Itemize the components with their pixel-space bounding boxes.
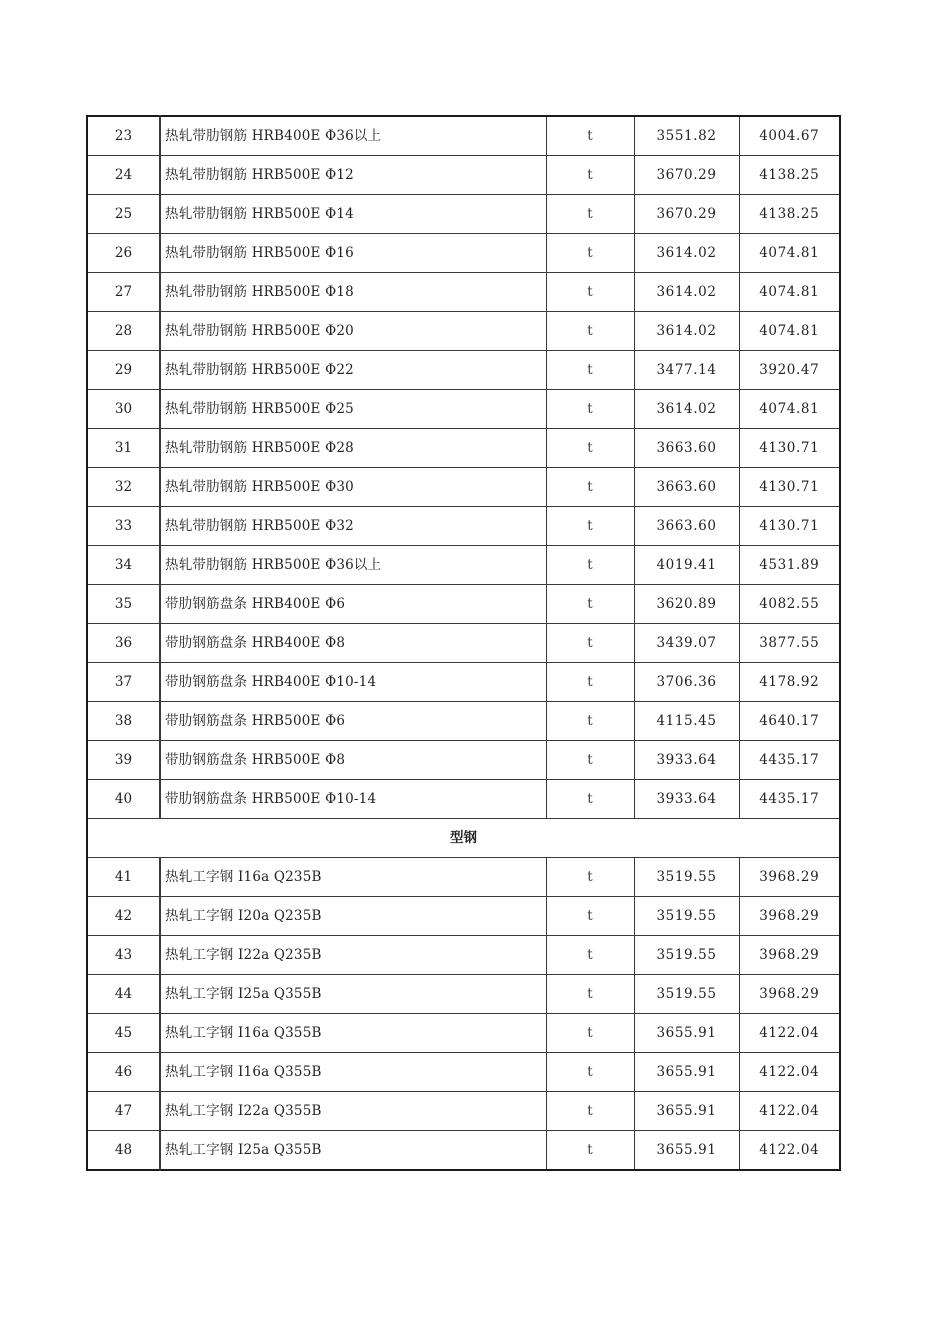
price-incl-tax-cell: 4435.17: [739, 741, 840, 780]
item-name-cell: 热轧带肋钢筋 HRB500E Φ22: [160, 351, 546, 390]
table-row: [87, 156, 840, 195]
row-number-cell: 48: [87, 1131, 160, 1171]
table-row: [87, 351, 840, 390]
price-incl-tax-cell: 3920.47: [739, 351, 840, 390]
item-name-cell: 热轧工字钢 I16a Q355B: [160, 1053, 546, 1092]
unit-cell: t: [546, 116, 634, 156]
price-incl-tax-cell: 4130.71: [739, 507, 840, 546]
row-number-cell: 35: [87, 585, 160, 624]
item-name-cell: 热轧带肋钢筋 HRB500E Φ28: [160, 429, 546, 468]
unit-cell: t: [546, 234, 634, 273]
item-name-cell: 热轧工字钢 I20a Q235B: [160, 897, 546, 936]
unit-cell: t: [546, 1053, 634, 1092]
row-number-cell: 47: [87, 1092, 160, 1131]
item-name-cell: 带肋钢筋盘条 HRB500E Φ8: [160, 741, 546, 780]
table-row: [87, 624, 840, 663]
price-excl-tax-cell: 3477.14: [634, 351, 739, 390]
price-incl-tax-cell: 4074.81: [739, 390, 840, 429]
price-incl-tax-cell: 3877.55: [739, 624, 840, 663]
unit-cell: t: [546, 312, 634, 351]
price-excl-tax-cell: 3620.89: [634, 585, 739, 624]
unit-cell: t: [546, 780, 634, 819]
item-name-cell: 带肋钢筋盘条 HRB500E Φ6: [160, 702, 546, 741]
price-incl-tax-cell: 4435.17: [739, 780, 840, 819]
price-incl-tax-cell: 4074.81: [739, 273, 840, 312]
price-incl-tax-cell: 4082.55: [739, 585, 840, 624]
table-row: [87, 234, 840, 273]
table-row: [87, 273, 840, 312]
price-incl-tax-cell: 4130.71: [739, 429, 840, 468]
item-name-cell: 热轧带肋钢筋 HRB500E Φ12: [160, 156, 546, 195]
price-excl-tax-cell: 3614.02: [634, 312, 739, 351]
unit-cell: t: [546, 195, 634, 234]
price-excl-tax-cell: 3519.55: [634, 858, 739, 897]
table-row: [87, 663, 840, 702]
row-number-cell: 45: [87, 1014, 160, 1053]
price-incl-tax-cell: 4640.17: [739, 702, 840, 741]
price-excl-tax-cell: 3655.91: [634, 1053, 739, 1092]
item-name-cell: 热轧工字钢 I16a Q235B: [160, 858, 546, 897]
row-number-cell: 36: [87, 624, 160, 663]
item-name-cell: 带肋钢筋盘条 HRB500E Φ10-14: [160, 780, 546, 819]
unit-cell: t: [546, 975, 634, 1014]
unit-cell: t: [546, 897, 634, 936]
item-name-cell: 带肋钢筋盘条 HRB400E Φ6: [160, 585, 546, 624]
unit-cell: t: [546, 468, 634, 507]
table-row: [87, 390, 840, 429]
unit-cell: t: [546, 351, 634, 390]
unit-cell: t: [546, 507, 634, 546]
row-number-cell: 32: [87, 468, 160, 507]
unit-cell: t: [546, 858, 634, 897]
table-row: [87, 897, 840, 936]
section-header-row: [87, 819, 840, 858]
row-number-cell: 43: [87, 936, 160, 975]
price-excl-tax-cell: 3933.64: [634, 741, 739, 780]
item-name-cell: 带肋钢筋盘条 HRB400E Φ8: [160, 624, 546, 663]
item-name-cell: 带肋钢筋盘条 HRB400E Φ10-14: [160, 663, 546, 702]
table-row: [87, 116, 840, 156]
price-incl-tax-cell: 3968.29: [739, 975, 840, 1014]
table-row: [87, 741, 840, 780]
row-number-cell: 26: [87, 234, 160, 273]
item-name-cell: 热轧带肋钢筋 HRB500E Φ16: [160, 234, 546, 273]
row-number-cell: 28: [87, 312, 160, 351]
price-incl-tax-cell: 4074.81: [739, 312, 840, 351]
row-number-cell: 46: [87, 1053, 160, 1092]
price-incl-tax-cell: 3968.29: [739, 936, 840, 975]
price-excl-tax-cell: 3439.07: [634, 624, 739, 663]
row-number-cell: 24: [87, 156, 160, 195]
unit-cell: t: [546, 936, 634, 975]
price-incl-tax-cell: 4531.89: [739, 546, 840, 585]
table-row: [87, 468, 840, 507]
table-row: [87, 1014, 840, 1053]
row-number-cell: 41: [87, 858, 160, 897]
item-name-cell: 热轧带肋钢筋 HRB400E Φ36以上: [160, 116, 546, 156]
price-incl-tax-cell: 4138.25: [739, 156, 840, 195]
price-incl-tax-cell: 4178.92: [739, 663, 840, 702]
item-name-cell: 热轧工字钢 I22a Q235B: [160, 936, 546, 975]
unit-cell: t: [546, 429, 634, 468]
table-row: [87, 312, 840, 351]
price-excl-tax-cell: 3670.29: [634, 195, 739, 234]
row-number-cell: 44: [87, 975, 160, 1014]
price-excl-tax-cell: 3519.55: [634, 975, 739, 1014]
table-row: [87, 507, 840, 546]
row-number-cell: 25: [87, 195, 160, 234]
unit-cell: t: [546, 1092, 634, 1131]
row-number-cell: 37: [87, 663, 160, 702]
item-name-cell: 热轧工字钢 I16a Q355B: [160, 1014, 546, 1053]
unit-cell: t: [546, 390, 634, 429]
price-excl-tax-cell: 3519.55: [634, 936, 739, 975]
price-excl-tax-cell: 4019.41: [634, 546, 739, 585]
table-row: [87, 702, 840, 741]
row-number-cell: 39: [87, 741, 160, 780]
price-excl-tax-cell: 3663.60: [634, 507, 739, 546]
price-excl-tax-cell: 3663.60: [634, 468, 739, 507]
item-name-cell: 热轧工字钢 I25a Q355B: [160, 975, 546, 1014]
item-name-cell: 热轧带肋钢筋 HRB500E Φ25: [160, 390, 546, 429]
item-name-cell: 热轧带肋钢筋 HRB500E Φ30: [160, 468, 546, 507]
price-excl-tax-cell: 3706.36: [634, 663, 739, 702]
unit-cell: t: [546, 156, 634, 195]
row-number-cell: 31: [87, 429, 160, 468]
row-number-cell: 29: [87, 351, 160, 390]
price-excl-tax-cell: 3551.82: [634, 116, 739, 156]
row-number-cell: 34: [87, 546, 160, 585]
row-number-cell: 27: [87, 273, 160, 312]
price-incl-tax-cell: 4004.67: [739, 116, 840, 156]
table-row: [87, 858, 840, 897]
table-row: [87, 780, 840, 819]
price-excl-tax-cell: 3614.02: [634, 234, 739, 273]
price-incl-tax-cell: 4130.71: [739, 468, 840, 507]
price-incl-tax-cell: 4138.25: [739, 195, 840, 234]
table-row: [87, 429, 840, 468]
price-excl-tax-cell: 3614.02: [634, 390, 739, 429]
price-incl-tax-cell: 4122.04: [739, 1092, 840, 1131]
item-name-cell: 热轧工字钢 I22a Q355B: [160, 1092, 546, 1131]
price-incl-tax-cell: 4122.04: [739, 1131, 840, 1171]
row-number-cell: 23: [87, 116, 160, 156]
table-row: [87, 975, 840, 1014]
price-excl-tax-cell: 3614.02: [634, 273, 739, 312]
table-row: [87, 1053, 840, 1092]
price-excl-tax-cell: 3933.64: [634, 780, 739, 819]
price-incl-tax-cell: 4122.04: [739, 1014, 840, 1053]
price-incl-tax-cell: 4074.81: [739, 234, 840, 273]
table-row: [87, 546, 840, 585]
row-number-cell: 38: [87, 702, 160, 741]
unit-cell: t: [546, 741, 634, 780]
table-row: [87, 585, 840, 624]
unit-cell: t: [546, 663, 634, 702]
item-name-cell: 热轧带肋钢筋 HRB500E Φ18: [160, 273, 546, 312]
unit-cell: t: [546, 1014, 634, 1053]
price-excl-tax-cell: 3670.29: [634, 156, 739, 195]
price-incl-tax-cell: 3968.29: [739, 858, 840, 897]
table-row: [87, 195, 840, 234]
price-incl-tax-cell: 4122.04: [739, 1053, 840, 1092]
price-incl-tax-cell: 3968.29: [739, 897, 840, 936]
table-row: [87, 936, 840, 975]
item-name-cell: 热轧带肋钢筋 HRB500E Φ14: [160, 195, 546, 234]
unit-cell: t: [546, 1131, 634, 1171]
price-excl-tax-cell: 3655.91: [634, 1131, 739, 1171]
price-excl-tax-cell: 3519.55: [634, 897, 739, 936]
unit-cell: t: [546, 546, 634, 585]
row-number-cell: 40: [87, 780, 160, 819]
unit-cell: t: [546, 273, 634, 312]
price-excl-tax-cell: 3655.91: [634, 1014, 739, 1053]
item-name-cell: 热轧带肋钢筋 HRB500E Φ36以上: [160, 546, 546, 585]
table-body: [87, 116, 840, 1170]
price-excl-tax-cell: 4115.45: [634, 702, 739, 741]
price-excl-tax-cell: 3663.60: [634, 429, 739, 468]
unit-cell: t: [546, 585, 634, 624]
row-number-cell: 30: [87, 390, 160, 429]
table-row: [87, 1131, 840, 1171]
unit-cell: t: [546, 624, 634, 663]
unit-cell: t: [546, 702, 634, 741]
section-title: 型钢: [87, 819, 840, 858]
row-number-cell: 33: [87, 507, 160, 546]
price-table: [86, 115, 841, 1171]
document-page: [86, 115, 839, 1171]
price-excl-tax-cell: 3655.91: [634, 1092, 739, 1131]
table-row: [87, 1092, 840, 1131]
row-number-cell: 42: [87, 897, 160, 936]
item-name-cell: 热轧带肋钢筋 HRB500E Φ32: [160, 507, 546, 546]
item-name-cell: 热轧带肋钢筋 HRB500E Φ20: [160, 312, 546, 351]
item-name-cell: 热轧工字钢 I25a Q355B: [160, 1131, 546, 1171]
